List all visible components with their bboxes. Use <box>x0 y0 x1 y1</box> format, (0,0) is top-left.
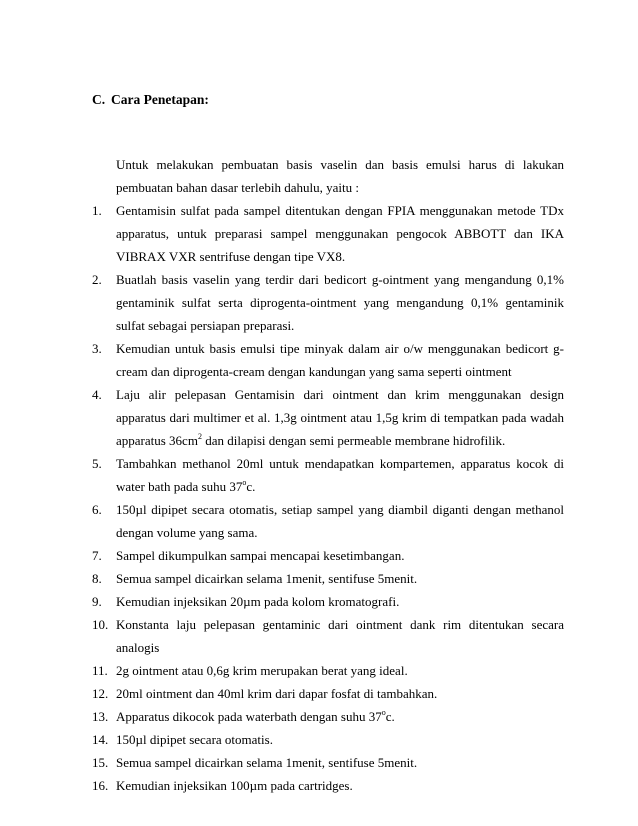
list-item <box>92 268 564 337</box>
list-item-number: 5. <box>92 456 102 471</box>
list-item <box>92 567 564 590</box>
list-item <box>92 774 564 797</box>
procedure-list <box>92 199 564 797</box>
list-item-text: 150µl dipipet secara otomatis. <box>116 732 273 747</box>
section-title: Cara Penetapan: <box>111 92 209 107</box>
list-item <box>92 590 564 613</box>
list-item-text: Kemudian injeksikan 100µm pada cartridges. <box>116 778 353 793</box>
list-item-number: 14. <box>92 732 109 747</box>
list-item-text: Sampel dikumpulkan sampai mencapai kesetimbangan. <box>116 548 405 563</box>
list-item-number: 16. <box>92 778 109 793</box>
list-item-text: Laju alir pelepasan Gentamisin dari ointment dan krim menggunakan design apparatus dari multimer et al. 1,3g ointment atau 1,5g krim di tempatkan pada wadah apparatus 36cm <box>116 387 564 448</box>
list-item-text: Kemudian untuk basis emulsi tipe minyak dalam air o/w menggunakan bedicort g-cream dan diprogenta-cream dengan kandungan yang sama seperti ointment <box>116 341 564 379</box>
list-item <box>92 659 564 682</box>
list-item-text: 2g ointment atau 0,6g krim merupakan berat yang ideal. <box>116 663 408 678</box>
list-item-text-continued: dan dilapisi dengan semi permeable membrane hidrofilik. <box>201 433 506 448</box>
list-item-number: 15. <box>92 755 109 770</box>
list-item-text: Semua sampel dicairkan selama 1menit, sentifuse 5menit. <box>116 755 418 770</box>
list-item-number: 2. <box>92 272 102 287</box>
list-item <box>92 544 564 567</box>
list-item-number: 7. <box>92 548 102 563</box>
list-item-number: 9. <box>92 594 102 609</box>
section-heading <box>92 92 209 108</box>
list-item <box>92 728 564 751</box>
superscript: o <box>381 708 386 717</box>
list-item-number: 1. <box>92 203 102 218</box>
superscript: 2 <box>197 432 202 441</box>
list-item <box>92 751 564 774</box>
list-item-text: 20ml ointment dan 40ml krim dari dapar fosfat di tambahkan. <box>116 686 438 701</box>
list-item-text: Apparatus dikocok pada waterbath dengan suhu 37 <box>116 709 382 724</box>
list-item <box>92 383 564 452</box>
list-item <box>92 199 564 268</box>
list-item <box>92 452 564 498</box>
list-item-text: Kemudian injeksikan 20µm pada kolom kromatografi. <box>116 594 400 609</box>
list-item-number: 8. <box>92 571 102 586</box>
list-item-text: Buatlah basis vaselin yang terdir dari bedicort g-ointment yang mengandung 0,1% gentaminik sulfat serta diprogenta-ointment yang mengandung 0,1% gentaminik sulfat sebagai persiapan preparasi. <box>116 272 564 333</box>
list-item-text-continued: c. <box>246 479 256 494</box>
list-item <box>92 337 564 383</box>
list-item-text: Semua sampel dicairkan selama 1menit, sentifuse 5menit. <box>116 571 418 586</box>
list-item-number: 13. <box>92 709 109 724</box>
list-item-text: 150µl dipipet secara otomatis, setiap sampel yang diambil diganti dengan methanol dengan volume yang sama. <box>116 502 564 540</box>
list-item <box>92 705 564 728</box>
list-item <box>92 498 564 544</box>
list-item-text: Tambahkan methanol 20ml untuk mendapatkan kompartemen, apparatus kocok di water bath pada suhu 37 <box>116 456 564 494</box>
intro-paragraph: Untuk melakukan pembuatan basis vaselin dan basis emulsi harus di lakukan pembuatan bahan dasar terlebih dahulu, yaitu : <box>116 157 564 195</box>
list-item <box>92 613 564 659</box>
list-item-text-continued: c. <box>385 709 395 724</box>
list-item <box>92 682 564 705</box>
list-item-number: 11. <box>92 663 108 678</box>
list-item-number: 6. <box>92 502 102 517</box>
list-item-text: Konstanta laju pelepasan gentaminic dari ointment dank rim ditentukan secara analogis <box>116 617 564 655</box>
list-item-number: 4. <box>92 387 102 402</box>
list-item-number: 10. <box>92 617 109 632</box>
list-item-number: 3. <box>92 341 102 356</box>
superscript: o <box>242 478 247 487</box>
section-letter: C. <box>92 92 106 107</box>
list-item-number: 12. <box>92 686 109 701</box>
list-item-text: Gentamisin sulfat pada sampel ditentukan dengan FPIA menggunakan metode TDx apparatus, untuk preparasi sampel menggunakan pengocok ABBOTT dan IKA VIBRAX VXR sentrifuse dengan tipe VX8. <box>116 203 564 264</box>
